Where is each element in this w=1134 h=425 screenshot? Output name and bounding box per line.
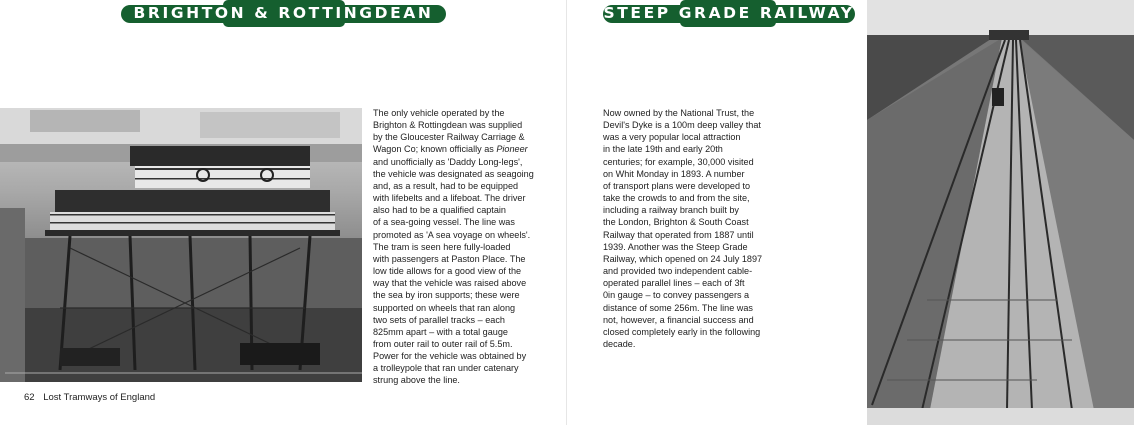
right-body-text-line: operated parallel lines – each of 3ft (603, 278, 745, 289)
left-body-text-line: low tide allows for a good view of the (373, 266, 522, 277)
left-body-text-line: supported on wheels that ran along (373, 302, 516, 313)
page-footer (24, 392, 155, 403)
left-heading-totem (121, 0, 446, 27)
right-body-text-line: take the crowds to and from the site, (603, 193, 750, 204)
left-body-text-line: with passengers at Paston Place. The (373, 253, 526, 264)
left-body-text-line: the sea by iron supports; these were (373, 290, 520, 301)
left-body-text-line: and, as a result, had to be equipped (373, 180, 519, 191)
right-body-text-line: distance of some 256m. The line was (603, 302, 753, 313)
right-body-text-line: the London, Brighton & South Coast (603, 217, 749, 228)
right-body-text (603, 107, 773, 350)
right-body-text-line: was a very popular local attraction (603, 132, 741, 143)
right-heading-totem (603, 0, 855, 27)
running-book-title: Lost Tramways of England (43, 392, 156, 403)
left-body-text-line: promoted as 'A sea voyage on wheels'. (373, 229, 531, 240)
right-body-text-line: Now owned by the National Trust, the (603, 108, 755, 118)
right-body-text-line: on Whit Monday in 1893. A number (603, 168, 745, 179)
right-body-text-line: Devil's Dyke is a 100m deep valley that (603, 120, 761, 131)
left-body-text (373, 107, 541, 387)
left-body-text-line: and unofficially as 'Daddy Long-legs', (373, 156, 523, 167)
left-body-text-line: from outer rail to outer rail of 5.5m. (373, 338, 513, 349)
left-body-text-line: Power for the vehicle was obtained by (373, 351, 527, 362)
left-body-text-line: by the Gloucester Railway Carriage & (373, 132, 525, 143)
left-body-text-line: 825mm apart – with a total gauge (373, 326, 508, 337)
steep-grade-railway-photo (867, 0, 1134, 425)
daddy-long-legs-photo (0, 108, 362, 382)
left-body-text-line: with lifebelts and a lifeboat. The driver (373, 193, 526, 204)
left-body-text-line: Brighton & Rottingdean was supplied (373, 120, 523, 131)
left-body-text-line: way that the vehicle was raised above (373, 278, 527, 289)
left-body-text-line: The tram is seen here fully-loaded (373, 241, 511, 252)
right-body-text-line: and provided two independent cable- (603, 266, 753, 277)
left-body-text-line: also had to be a qualified captain (373, 205, 506, 216)
left-body-text-line: a trolleypole that ran under catenary (373, 363, 519, 374)
right-body-text-line: decade. (603, 338, 636, 349)
right-body-text-line: closed completely early in the following (603, 326, 761, 337)
right-body-text-line: centuries; for example, 30,000 visited (603, 156, 754, 167)
left-body-text-line: The only vehicle operated by the (373, 108, 505, 118)
left-body-text-line: of a sea-going vessel. The line was (373, 217, 515, 228)
right-body-text-line: of transport plans were developed to (603, 180, 751, 191)
right-body-text-line: including a railway branch built by (603, 205, 739, 216)
right-body-text-line: Railway, which opened on 24 July 1897 (603, 253, 763, 264)
page-number: 62 (24, 392, 35, 403)
left-body-text-line: Wagon Co; known officially as Pioneer (373, 144, 528, 155)
page-gutter (566, 0, 567, 425)
right-body-text-line: 1939. Another was the Steep Grade (603, 241, 748, 252)
right-body-text-line: not, however, a financial success and (603, 314, 754, 325)
left-body-text-line: two sets of parallel tracks – each (373, 314, 505, 325)
right-heading: STEEP GRADE RAILWAY (603, 4, 855, 22)
left-heading: BRIGHTON & ROTTINGDEAN (133, 4, 434, 22)
right-body-text-line: 0in gauge – to convey passengers a (603, 290, 750, 301)
right-body-text-line: in the late 19th and early 20th (603, 144, 723, 155)
right-body-text-line: Railway that operated from 1887 until (603, 229, 754, 240)
left-body-text-line: strung above the line. (373, 375, 460, 386)
left-body-text-line: the vehicle was designated as seagoing (373, 168, 534, 179)
